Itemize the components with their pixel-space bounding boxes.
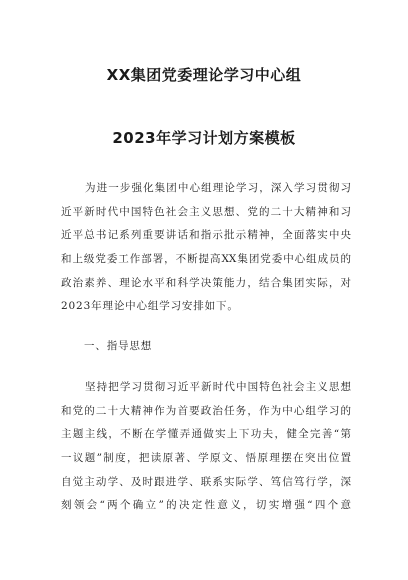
section1-line: 刻领会“两个确立”的决定性意义，切实增强“四个意 xyxy=(61,499,351,512)
section1-line: 一议题”制度，把读原著、学原文、悟原理摆在突出位置 xyxy=(61,452,351,465)
intro-line: 政治素养、理论水平和科学决策能力，结合集团实际，对 xyxy=(61,276,351,289)
document-title: XX集团党委理论学习中心组 xyxy=(106,66,302,84)
section1-line: 和党的二十大精神作为首要政治任务，作为中心组学习的 xyxy=(61,404,351,417)
document-subtitle: 2023年学习计划方案模板 xyxy=(112,129,296,147)
section-heading: 一、指导思想 xyxy=(84,340,153,352)
section1-line: 坚持把学习贯彻习近平新时代中国特色社会主义思想 xyxy=(85,381,351,393)
section1-line: 自觉主动学、及时跟进学、联系实际学、笃信笃行学，深 xyxy=(61,475,351,488)
section1-line: 主题主线，不断在学懂弄通做实上下功夫，健全完善“第 xyxy=(61,428,351,441)
intro-line: 和上级党委工作部署，不断提高XX集团党委中心组成员的 xyxy=(61,253,351,266)
intro-line: 近平新时代中国特色社会主义思想、党的二十大精神和习 xyxy=(61,205,351,218)
section1-paragraph xyxy=(61,381,351,523)
intro-paragraph xyxy=(61,182,351,324)
intro-line: 近平总书记系列重要讲话和指示批示精神，全面落实中央 xyxy=(61,229,351,242)
intro-line: 2023年理论中心组学习安排如下。 xyxy=(61,300,239,313)
intro-line: 为进一步强化集团中心组理论学习，深入学习贯彻习 xyxy=(85,182,351,194)
